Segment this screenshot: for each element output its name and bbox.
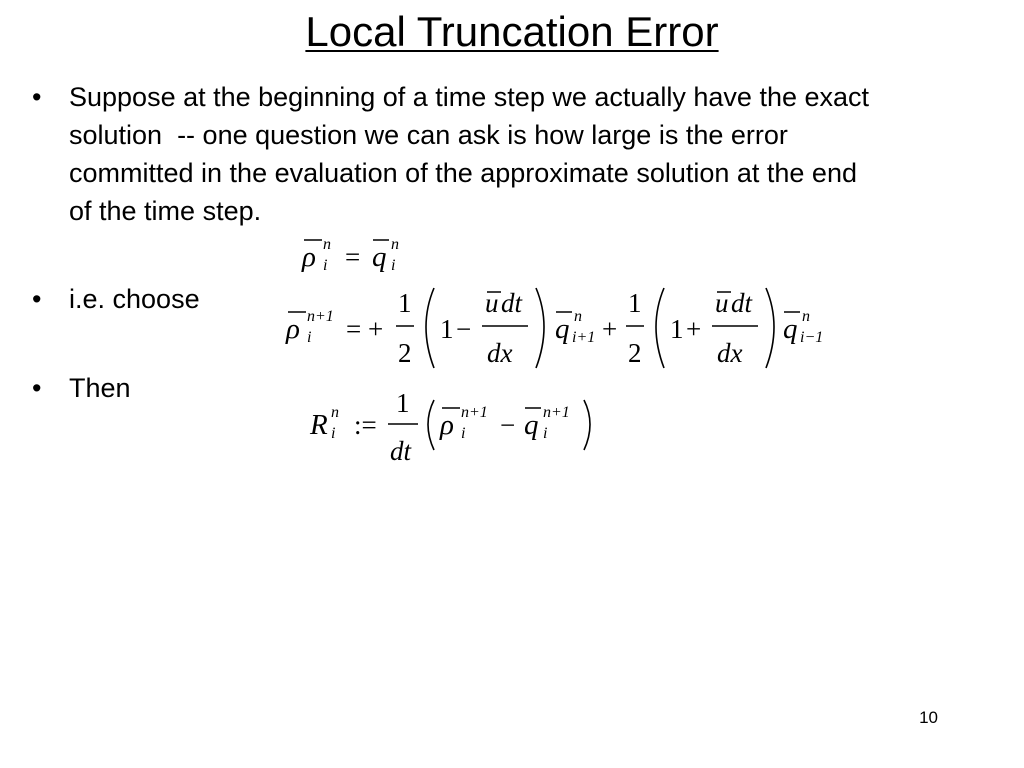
eq2-lhs-sub: i — [307, 329, 312, 346]
bullet-intro-text — [69, 78, 869, 230]
eq1-rhs-sup: n — [391, 236, 399, 253]
eq3-q-symbol: q — [524, 409, 539, 441]
eq2-frac1-num: 1 — [398, 288, 412, 318]
eq3-rho-symbol: ρ — [440, 409, 454, 441]
eq2-q2-sub: i−1 — [800, 329, 824, 346]
eq2-frac2-num-u: u — [485, 288, 499, 318]
eq2-q2-sup: n — [802, 308, 810, 325]
bullet-intro-line-1: Suppose at the beginning of a time step we actually have the exact — [69, 82, 870, 112]
eq3-lhs-symbol: R — [310, 409, 328, 441]
slide-title: Local Truncation Error — [305, 8, 719, 55]
eq1-rhs-symbol: q — [372, 241, 387, 273]
equation-initial-condition — [296, 226, 426, 276]
eq2-q2-symbol: q — [783, 313, 798, 345]
eq2-paren1-one: 1 — [440, 314, 454, 344]
eq2-frac4-den: dx — [717, 338, 743, 368]
eq1-rhs-sub: i — [391, 257, 396, 274]
eq1-lhs-sup: n — [323, 236, 331, 253]
bullet-intro — [32, 78, 1002, 230]
eq1-equals: = — [345, 242, 361, 272]
eq3-lhs-sub: i — [331, 425, 336, 442]
eq2-frac1-den: 2 — [398, 338, 412, 368]
eq2-paren2-plus: + — [686, 314, 702, 344]
eq3-minus: − — [500, 410, 516, 440]
equation-update-scheme — [282, 280, 842, 376]
eq2-frac4-num-u: u — [715, 288, 729, 318]
eq2-plus: + — [602, 314, 618, 344]
eq3-frac-num: 1 — [396, 388, 410, 418]
bullet-marker: • — [32, 284, 42, 314]
eq2-q1-sup: n — [574, 308, 582, 325]
eq2-q1-symbol: q — [555, 313, 570, 345]
eq2-equals-plus: = + — [346, 314, 384, 344]
bullet-marker: • — [32, 373, 42, 403]
bullet-marker: • — [32, 82, 42, 112]
eq1-lhs-symbol: ρ — [302, 241, 316, 273]
eq2-q1-sub: i+1 — [572, 329, 596, 346]
eq3-lhs-sup: n — [331, 404, 339, 421]
bullet-intro-line-4: of the time step. — [69, 196, 262, 226]
bullet-intro-line-2: solution -- one question we can ask is how large is the error — [69, 120, 788, 150]
eq2-frac3-num: 1 — [628, 288, 642, 318]
page-number: 10 — [919, 708, 938, 727]
bullet-intro-line-3: committed in the evaluation of the approximate solution at the end — [69, 158, 857, 188]
eq2-frac3-den: 2 — [628, 338, 642, 368]
eq2-frac4-num-dt: dt — [731, 288, 753, 318]
eq2-frac2-num-dt: dt — [501, 288, 523, 318]
eq2-lhs-symbol: ρ — [286, 313, 300, 345]
bullet-then-text: Then — [69, 373, 131, 403]
eq1-lhs-sub: i — [323, 257, 328, 274]
bullet-then — [32, 369, 332, 409]
eq2-lhs-sup: n+1 — [307, 308, 334, 325]
eq3-rho-sup: n+1 — [461, 404, 488, 421]
eq2-paren1-minus: − — [456, 314, 472, 344]
equation-truncation-error — [306, 380, 606, 470]
eq3-define: := — [354, 410, 377, 440]
bullet-choose-text: i.e. choose — [69, 284, 200, 314]
eq2-paren2-one: 1 — [670, 314, 684, 344]
eq2-frac2-den: dx — [487, 338, 513, 368]
eq3-rho-sub: i — [461, 425, 466, 442]
eq3-frac-den: dt — [390, 436, 412, 466]
eq3-q-sup: n+1 — [543, 404, 570, 421]
eq3-q-sub: i — [543, 425, 548, 442]
